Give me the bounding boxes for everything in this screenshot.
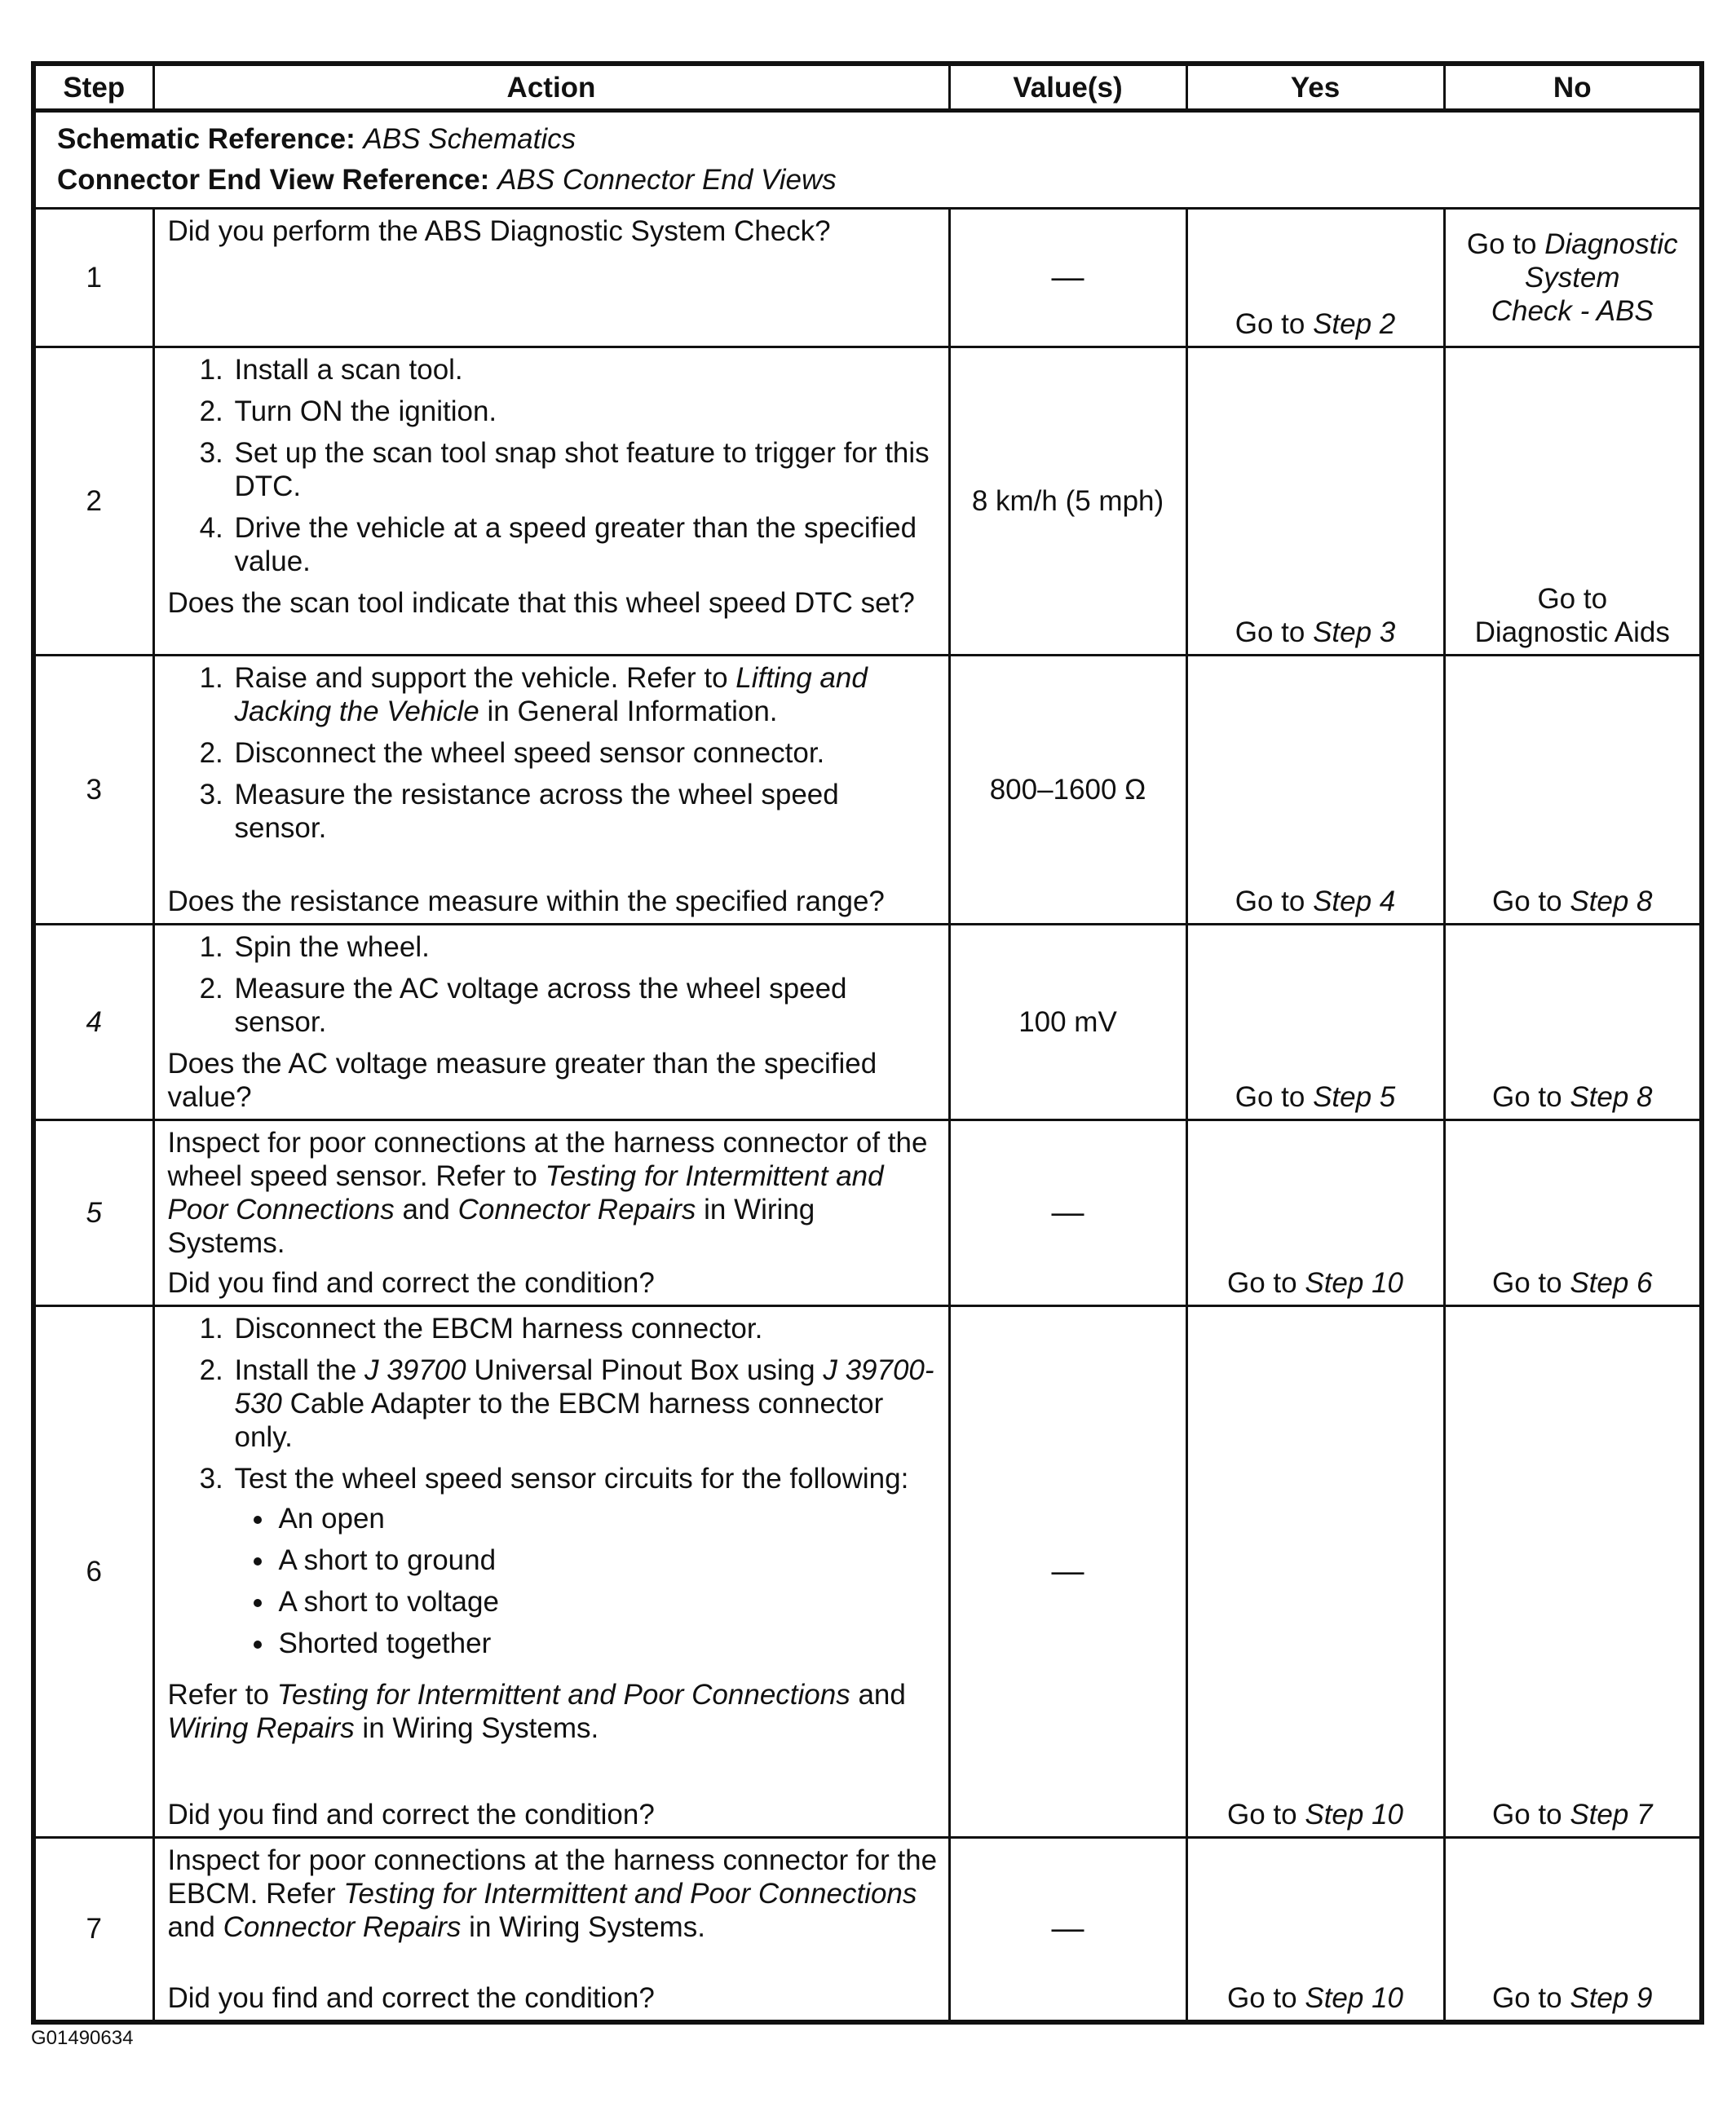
no-cell <box>1444 1120 1702 1306</box>
value-cell: — <box>949 1838 1186 2022</box>
question-text: Does the resistance measure within the specified range? <box>167 885 885 917</box>
action-cell <box>153 1306 949 1838</box>
reference-row <box>33 111 1702 209</box>
yes-link[interactable]: Step 3 <box>1313 616 1396 648</box>
table-row <box>33 347 1702 656</box>
yes-cell <box>1186 347 1444 656</box>
value-cell: 8 km/h (5 mph) <box>949 347 1186 656</box>
table-row <box>33 209 1702 347</box>
action-item: 2. Turn ON the ignition. <box>232 395 939 428</box>
table-row <box>33 656 1702 925</box>
action-item: 1. Raise and support the vehicle. Refer to Lifting and Jacking the Vehicle in General Information. <box>232 661 939 728</box>
table-row <box>33 925 1702 1120</box>
action-cell <box>153 209 949 347</box>
question-text: Does the scan tool indicate that this wheel speed DTC set? <box>167 587 915 619</box>
action-cell <box>153 1838 949 2022</box>
step-number: 7 <box>33 1838 153 2022</box>
no-link[interactable]: Step 8 <box>1570 885 1653 917</box>
question-text: Did you perform the ABS Diagnostic System Check? <box>167 215 831 247</box>
question-text: Did you find and correct the condition? <box>167 1799 655 1831</box>
yes-cell <box>1186 925 1444 1120</box>
yes-prefix: Go to <box>1227 1981 1297 2014</box>
yes-prefix: Go to <box>1235 885 1305 917</box>
no-link[interactable]: Step 6 <box>1570 1267 1653 1299</box>
value-cell: — <box>949 1306 1186 1838</box>
reference-cell <box>33 111 1702 209</box>
testing-link[interactable]: Testing for Intermittent and Poor Connections <box>276 1679 850 1711</box>
bullet-list <box>235 1502 939 1660</box>
table-row <box>33 1306 1702 1838</box>
no-link[interactable]: Step 7 <box>1570 1799 1653 1831</box>
list-item: • An open <box>276 1502 939 1535</box>
action-cell <box>153 347 949 656</box>
yes-prefix: Go to <box>1235 308 1305 340</box>
schematic-reference-label: Schematic Reference: <box>57 123 356 155</box>
action-cell <box>153 1120 949 1306</box>
schematic-reference-link[interactable]: ABS Schematics <box>363 123 576 155</box>
yes-cell <box>1186 656 1444 925</box>
yes-cell <box>1186 209 1444 347</box>
yes-cell <box>1186 1120 1444 1306</box>
yes-cell <box>1186 1306 1444 1838</box>
no-link[interactable]: Step 9 <box>1570 1981 1653 2014</box>
yes-prefix: Go to <box>1227 1799 1297 1831</box>
action-item: 3. Test the wheel speed sensor circuits for the following: • An open • A short to ground • A short to voltage • Shorted together <box>232 1462 939 1660</box>
action-item: 2. Measure the AC voltage across the wheel speed sensor. <box>232 972 939 1039</box>
action-item: 3. Set up the scan tool snap shot feature to trigger for this DTC. <box>232 436 939 503</box>
connector-repairs-link[interactable]: Connector Repairs <box>457 1194 696 1226</box>
action-item: 2. Install the J 39700 Universal Pinout Box using J 39700-530 Cable Adapter to the EBCM harness connector only. <box>232 1354 939 1454</box>
action-list <box>168 930 939 1039</box>
schematic-reference <box>57 119 1678 160</box>
list-item: • A short to voltage <box>276 1585 939 1619</box>
no-prefix: Go to <box>1491 885 1562 917</box>
action-paragraph: Inspect for poor connections at the harness connector of the wheel speed sensor. Refer to Testing for Intermittent and Poor Connections and Connector Repairs in Wiring Systems. <box>167 1127 928 1259</box>
header-row <box>33 64 1702 111</box>
value-cell: — <box>949 209 1186 347</box>
list-item: • A short to ground <box>276 1544 939 1577</box>
no-prefix: Go to <box>1491 1267 1562 1299</box>
yes-prefix: Go to <box>1227 1267 1297 1299</box>
figure-id: G01490634 <box>31 2027 134 2049</box>
action-item: 1. Disconnect the EBCM harness connector. <box>232 1312 939 1345</box>
no-cell <box>1444 347 1702 656</box>
no-cell <box>1444 1306 1702 1838</box>
header-yes: Yes <box>1186 64 1444 111</box>
connector-reference-link[interactable]: ABS Connector End Views <box>497 164 837 196</box>
diagnostic-table <box>31 61 1704 2025</box>
action-cell <box>153 656 949 925</box>
yes-link[interactable]: Step 2 <box>1313 308 1396 340</box>
no-link[interactable]: Step 8 <box>1570 1081 1653 1113</box>
step-number: 2 <box>33 347 153 656</box>
action-cell <box>153 925 949 1120</box>
no-link[interactable]: Check - ABS <box>1491 295 1654 327</box>
no-prefix: Go to <box>1491 1981 1562 2014</box>
action-item: 4. Drive the vehicle at a speed greater than the specified value. <box>232 511 939 578</box>
testing-link[interactable]: Testing for Intermittent and Poor Connections <box>343 1878 917 1910</box>
step-number: 4 <box>33 925 153 1120</box>
value-cell: — <box>949 1120 1186 1306</box>
step-number: 5 <box>33 1120 153 1306</box>
table-row <box>33 1838 1702 2022</box>
yes-link[interactable]: Step 10 <box>1305 1981 1403 2014</box>
no-link[interactable]: Diagnostic System <box>1524 228 1678 294</box>
action-list <box>168 1312 939 1660</box>
yes-link[interactable]: Step 4 <box>1313 885 1396 917</box>
wiring-repairs-link[interactable]: Wiring Repairs <box>167 1712 355 1744</box>
adapter-link[interactable]: J 39700-530 <box>234 1354 934 1420</box>
yes-cell <box>1186 1838 1444 2022</box>
action-list <box>168 353 939 578</box>
no-prefix: Go to <box>1466 228 1537 260</box>
header-no: No <box>1444 64 1702 111</box>
connector-reference-label: Connector End View Reference: <box>57 164 490 196</box>
connector-reference <box>57 160 1678 201</box>
yes-link[interactable]: Step 5 <box>1313 1081 1396 1113</box>
value-cell: 100 mV <box>949 925 1186 1120</box>
testing-link[interactable]: Testing for Intermittent and Poor Connections <box>167 1160 884 1226</box>
value-cell: 800–1600 Ω <box>949 656 1186 925</box>
action-item: 3. Measure the resistance across the wheel speed sensor. <box>232 778 939 845</box>
no-cell <box>1444 656 1702 925</box>
list-item: • Shorted together <box>276 1627 939 1660</box>
no-cell <box>1444 925 1702 1120</box>
header-values: Value(s) <box>949 64 1186 111</box>
question-text: Does the AC voltage measure greater than the specified value? <box>167 1048 877 1113</box>
no-cell <box>1444 1838 1702 2022</box>
header-step: Step <box>33 64 153 111</box>
no-prefix: Go to <box>1491 1081 1562 1113</box>
action-list <box>168 661 939 845</box>
action-paragraph: Inspect for poor connections at the harness connector for the EBCM. Refer Testing for Intermittent and Poor Connections and Connector Repairs in Wiring Systems. <box>167 1844 938 1943</box>
step-number: 6 <box>33 1306 153 1838</box>
question-text: Did you find and correct the condition? <box>167 1981 655 2014</box>
table-row <box>33 1120 1702 1306</box>
yes-prefix: Go to <box>1235 1081 1305 1113</box>
no-link[interactable]: Diagnostic Aids <box>1474 616 1670 648</box>
yes-link[interactable]: Step 10 <box>1305 1799 1403 1831</box>
action-item: 1. Install a scan tool. <box>232 353 939 386</box>
header-action: Action <box>153 64 949 111</box>
no-prefix: Go to <box>1537 583 1608 615</box>
lifting-link[interactable]: Lifting and Jacking the Vehicle <box>234 662 868 727</box>
question-text: Did you find and correct the condition? <box>167 1267 655 1299</box>
action-item: 1. Spin the wheel. <box>232 930 939 964</box>
yes-link[interactable]: Step 10 <box>1305 1267 1403 1299</box>
action-item: 2. Disconnect the wheel speed sensor connector. <box>232 736 939 770</box>
yes-prefix: Go to <box>1235 616 1305 648</box>
no-cell <box>1444 209 1702 347</box>
step-number: 3 <box>33 656 153 925</box>
step-number: 1 <box>33 209 153 347</box>
action-paragraph: Refer to Testing for Intermittent and Poor Connections and Wiring Repairs in Wiring Systems. <box>167 1679 906 1744</box>
connector-repairs-link[interactable]: Connector Repairs <box>223 1911 462 1943</box>
tool-link[interactable]: J 39700 <box>364 1354 466 1386</box>
no-prefix: Go to <box>1491 1799 1562 1831</box>
